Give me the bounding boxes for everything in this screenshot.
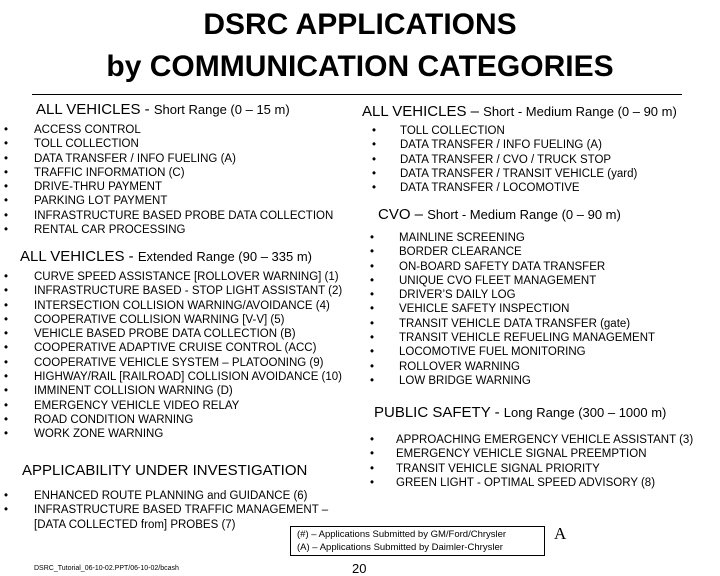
list-item-text: INTERSECTION COLLISION WARNING/AVOIDANCE (4) — [34, 299, 330, 312]
short-medium-heading: ALL VEHICLES – Short - Medium Range (0 – 90 m) — [362, 103, 677, 120]
list-item-text: LOCOMOTIVE FUEL MONITORING — [399, 346, 586, 359]
investigation-heading: APPLICABILITY UNDER INVESTIGATION — [22, 462, 308, 479]
title-line-1: DSRC APPLICATIONS — [203, 8, 517, 41]
list-item-text: BORDER CLEARANCE — [399, 246, 522, 259]
list-item-text: DATA TRANSFER / TRANSIT VEHICLE (yard) — [400, 167, 638, 180]
a-mark: A — [554, 524, 567, 543]
list-item-text: TOLL COLLECTION — [34, 138, 139, 151]
list-item-text: ON-BOARD SAFETY DATA TRANSFER — [399, 260, 606, 273]
title-line-2: by COMMUNICATION CATEGORIES — [106, 50, 614, 83]
list-item-text: ENHANCED ROUTE PLANNING and GUIDANCE (6) — [34, 490, 308, 502]
list-item-text: TRANSIT VEHICLE REFUELING MANAGEMENT — [399, 332, 656, 345]
list-item-text: UNIQUE CVO FLEET MANAGEMENT — [399, 274, 597, 287]
legend-line-1: (#) – Applications Submitted by GM/Ford/Chrysler — [297, 529, 507, 540]
list-item-text: TRAFFIC INFORMATION (C) — [34, 166, 185, 179]
list-item-text: COOPERATIVE VEHICLE SYSTEM – PLATOONING (9) — [34, 356, 324, 369]
list-item-text: CURVE SPEED ASSISTANCE [ROLLOVER WARNING] (1) — [34, 271, 339, 283]
list-item-text: ACCESS CONTROL — [34, 124, 141, 136]
list-item-text: INFRASTRUCTURE BASED PROBE DATA COLLECTION — [34, 209, 334, 222]
list-item-text: DRIVER’S DAILY LOG — [399, 289, 516, 302]
list-item-text: DRIVE-THRU PAYMENT — [34, 181, 162, 194]
list-item-text: TRANSIT VEHICLE SIGNAL PRIORITY — [396, 462, 600, 475]
list-item-text: INFRASTRUCTURE BASED - STOP LIGHT ASSISTANT (2) — [34, 285, 343, 298]
list-item-text: PARKING LOT PAYMENT — [34, 195, 168, 208]
list-item-text: DATA TRANSFER / INFO FUELING (A) — [400, 139, 602, 152]
list-item-text: [DATA COLLECTED from] PROBES (7) — [34, 518, 236, 531]
footer-filename: DSRC_Tutorial_06-10-02.PPT/06-10-02/bcash — [34, 565, 179, 572]
list-item-text: COOPERATIVE COLLISION WARNING [V-V] (5) — [34, 313, 285, 326]
list-item-text: HIGHWAY/RAIL [RAILROAD] COLLISION AVOIDANCE (10) — [34, 371, 343, 384]
list-item-text: GREEN LIGHT - OPTIMAL SPEED ADVISORY (8) — [396, 476, 656, 489]
list-item-text: INFRASTRUCTURE BASED TRAFFIC MANAGEMENT – — [34, 504, 329, 517]
list-item-text: WORK ZONE WARNING — [34, 428, 164, 441]
cvo-heading: CVO – Short - Medium Range (0 – 90 m) — [378, 206, 621, 223]
list-item-text: TOLL COLLECTION — [400, 125, 505, 137]
list-item-text: LOW BRIDGE WARNING — [399, 374, 531, 387]
list-item-text: EMERGENCY VEHICLE SIGNAL PREEMPTION — [396, 448, 647, 461]
list-item-text: ROAD CONDITION WARNING — [34, 413, 194, 426]
list-item-text: ROLLOVER WARNING — [399, 360, 520, 373]
short-range-heading: ALL VEHICLES - Short Range (0 – 15 m) — [36, 101, 290, 118]
extended-range-heading: ALL VEHICLES - Extended Range (90 – 335 m) — [20, 248, 312, 265]
list-item-text: TRANSIT VEHICLE DATA TRANSFER (gate) — [399, 317, 631, 330]
list-item-text: IMMINENT COLLISION WARNING (D) — [34, 385, 233, 398]
list-item-text: VEHICLE SAFETY INSPECTION — [399, 303, 570, 316]
legend-line-2: (A) – Applications Submitted by Daimler-Chrysler — [297, 542, 503, 553]
list-item-text: RENTAL CAR PROCESSING — [34, 224, 186, 237]
list-item-text: COOPERATIVE ADAPTIVE CRUISE CONTROL (ACC) — [34, 342, 317, 355]
list-item-text: EMERGENCY VEHICLE VIDEO RELAY — [34, 399, 240, 412]
public-safety-heading: PUBLIC SAFETY - Long Range (300 – 1000 m) — [374, 404, 667, 421]
page-number: 20 — [352, 561, 367, 576]
list-item-text: APPROACHING EMERGENCY VEHICLE ASSISTANT (3) — [396, 434, 694, 446]
list-item-text: VEHICLE BASED PROBE DATA COLLECTION (B) — [34, 328, 296, 341]
list-item-text: DATA TRANSFER / INFO FUELING (A) — [34, 152, 236, 165]
list-item-text: DATA TRANSFER / LOCOMOTIVE — [400, 182, 580, 195]
legend-box — [290, 526, 545, 556]
list-item-text: MAINLINE SCREENING — [399, 232, 525, 244]
title-divider — [32, 94, 682, 95]
list-item-text: DATA TRANSFER / CVO / TRUCK STOP — [400, 153, 612, 166]
